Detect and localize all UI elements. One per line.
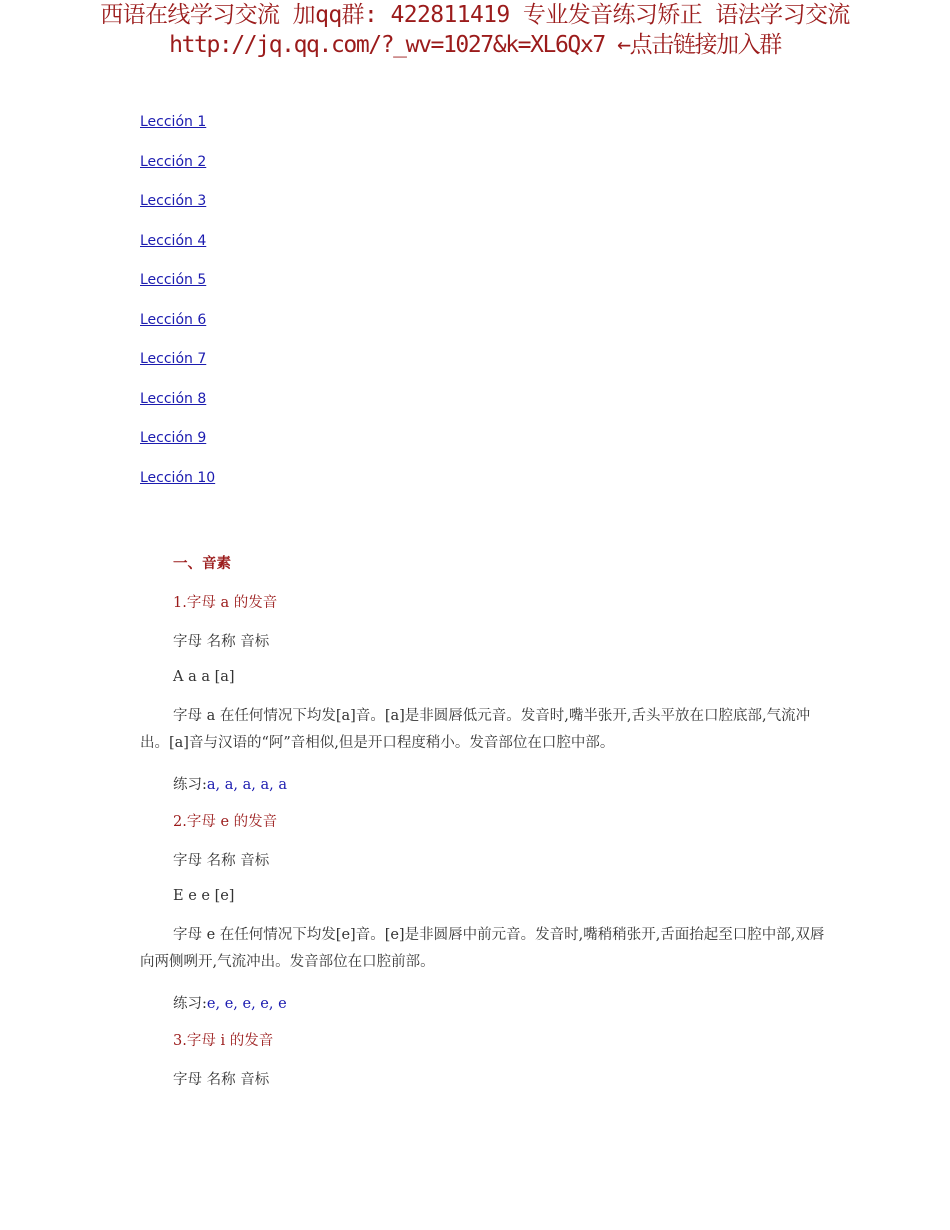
lesson-1-link[interactable]: Lección 1 bbox=[140, 114, 207, 130]
letter-e-heading: 2.字母 e 的发音 bbox=[173, 814, 278, 830]
lesson-7-link[interactable]: Lección 7 bbox=[140, 351, 207, 367]
practice-label: 练习: bbox=[173, 996, 207, 1012]
toc-item bbox=[140, 112, 215, 152]
practice-label: 练习: bbox=[173, 777, 207, 793]
letter-e-row: E e e [e] bbox=[173, 888, 235, 904]
lesson-6-link[interactable]: Lección 6 bbox=[140, 311, 207, 328]
practice-items: a, a, a, a, a bbox=[206, 777, 287, 793]
section-title: 一、音素 bbox=[173, 556, 231, 572]
toc-item bbox=[140, 389, 215, 429]
letter-a-practice bbox=[173, 773, 287, 794]
toc-item bbox=[140, 468, 215, 508]
letter-a-columns: 字母 名称 音标 bbox=[173, 634, 270, 650]
toc-item bbox=[140, 152, 215, 192]
letter-i-columns: 字母 名称 音标 bbox=[173, 1072, 270, 1088]
letter-a-description: 字母 a 在任何情况下均发[a]音。[a]是非圆唇低元音。发音时,嘴半张开,舌头平放在口腔底部,气流冲出。[a]音与汉语的“阿”音相似,但是开口程度稍小。发音部位在口腔中部。 bbox=[140, 708, 811, 751]
banner-join-link[interactable]: http://jq.qq.com/?_wv=1027&k=XL6Qx7 ←点击链接加入群 bbox=[169, 32, 781, 58]
lesson-2-link[interactable]: Lección 2 bbox=[140, 153, 207, 170]
lesson-3-link[interactable]: Lección 3 bbox=[140, 193, 207, 209]
lesson-4-link[interactable]: Lección 4 bbox=[140, 232, 207, 249]
letter-e-columns: 字母 名称 音标 bbox=[173, 853, 270, 869]
letter-a-row: A a a [a] bbox=[173, 669, 235, 685]
toc-item bbox=[140, 310, 215, 350]
letter-a-heading: 1.字母 a 的发音 bbox=[173, 595, 278, 611]
lesson-10-link[interactable]: Lección 10 bbox=[140, 469, 216, 486]
toc-item bbox=[140, 191, 215, 231]
banner-qq-group-text: 西语在线学习交流 加qq群: 422811419 专业发音练习矫正 语法学习交流 bbox=[100, 2, 850, 28]
practice-items: e, e, e, e, e bbox=[206, 996, 287, 1012]
toc-item bbox=[140, 231, 215, 271]
letter-e-practice bbox=[173, 992, 287, 1013]
toc-item bbox=[140, 349, 215, 389]
lesson-table-of-contents bbox=[140, 112, 215, 507]
lesson-9-link[interactable]: Lección 9 bbox=[140, 430, 207, 446]
letter-i-heading: 3.字母 i 的发音 bbox=[173, 1033, 274, 1049]
lesson-5-link[interactable]: Lección 5 bbox=[140, 272, 207, 288]
toc-item bbox=[140, 428, 215, 468]
letter-e-description: 字母 e 在任何情况下均发[e]音。[e]是非圆唇中前元音。发音时,嘴稍稍张开,舌面抬起至口腔中部,双唇向两侧咧开,气流冲出。发音部位在口腔前部。 bbox=[140, 927, 825, 970]
lesson-8-link[interactable]: Lección 8 bbox=[140, 390, 207, 407]
toc-item bbox=[140, 270, 215, 310]
